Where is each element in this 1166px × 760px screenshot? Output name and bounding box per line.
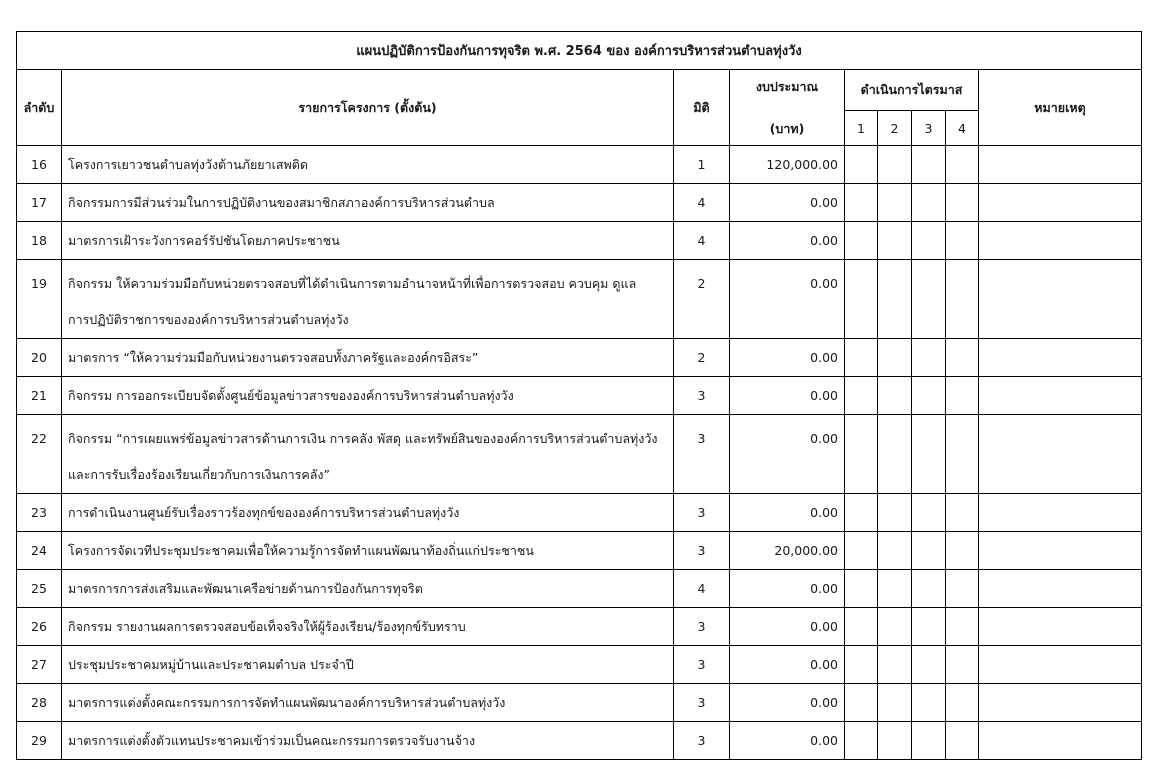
table-row — [17, 494, 1142, 532]
row-quarter-1-cell — [845, 377, 878, 415]
row-quarter-2-cell — [878, 415, 912, 494]
table-row — [17, 184, 1142, 222]
row-budget: 0.00 — [730, 222, 845, 260]
row-quarter-4-cell — [946, 684, 979, 722]
row-budget: 0.00 — [730, 570, 845, 608]
row-quarter-3-cell — [912, 608, 946, 646]
row-quarter-2-cell — [878, 570, 912, 608]
row-remark-cell — [979, 146, 1142, 184]
row-quarter-3-cell — [912, 532, 946, 570]
row-project-name-line: มาตรการแต่งตั้งตัวแทนประชาคมเข้าร่วมเป็นคณะกรรมการตรวจรับงานจ้าง — [68, 732, 476, 748]
row-quarter-4-cell — [946, 570, 979, 608]
row-project-name — [62, 260, 674, 339]
row-quarter-1-cell — [845, 146, 878, 184]
row-dimension: 4 — [674, 570, 730, 608]
row-project-name — [62, 415, 674, 494]
header-project: รายการโครงการ (ตั้งต้น) — [62, 70, 674, 146]
row-project-name — [62, 494, 674, 532]
row-quarter-2-cell — [878, 646, 912, 684]
row-quarter-2-cell — [878, 532, 912, 570]
row-project-name-line: มาตรการแต่งตั้งคณะกรรมการการจัดทำแผนพัฒนาองค์การบริหารส่วนตำบลทุ่งวัง — [68, 694, 506, 710]
row-project-name-line: โครงการจัดเวทีประชุมประชาคมเพื่อให้ความรู้การจัดทำแผนพัฒนาท้องถิ่นแก่ประชาชน — [68, 542, 534, 558]
row-project-name-line: การปฏิบัติราชการขององค์การบริหารส่วนตำบลทุ่งวัง — [68, 312, 349, 327]
row-budget: 20,000.00 — [730, 532, 845, 570]
row-order: 21 — [17, 377, 62, 415]
row-dimension: 3 — [674, 608, 730, 646]
row-project-name-line: กิจกรรม “การเผยแพร่ข้อมูลข่าวสารด้านการเงิน การคลัง พัสดุ และทรัพย์สินขององค์การบริหารส่วนตำบลทุ่งวัง — [68, 431, 658, 446]
row-project-name-line: มาตรการ “ให้ความร่วมมือกับหน่วยงานตรวจสอบทั้งภาครัฐและองค์กรอิสระ” — [68, 349, 479, 365]
row-quarter-1-cell — [845, 684, 878, 722]
row-quarter-3-cell — [912, 570, 946, 608]
row-dimension: 4 — [674, 222, 730, 260]
table-row — [17, 377, 1142, 415]
row-order: 23 — [17, 494, 62, 532]
header-quarter-2: 2 — [878, 111, 912, 146]
row-quarter-4-cell — [946, 646, 979, 684]
row-budget: 0.00 — [730, 722, 845, 760]
row-budget: 0.00 — [730, 646, 845, 684]
row-budget: 0.00 — [730, 260, 845, 339]
row-order: 19 — [17, 260, 62, 339]
row-quarter-1-cell — [845, 222, 878, 260]
row-quarter-4-cell — [946, 415, 979, 494]
row-quarter-1-cell — [845, 570, 878, 608]
row-project-name — [62, 722, 674, 760]
row-dimension: 3 — [674, 494, 730, 532]
row-order: 27 — [17, 646, 62, 684]
row-quarter-3-cell — [912, 646, 946, 684]
header-quarter-3: 3 — [912, 111, 946, 146]
row-quarter-2-cell — [878, 339, 912, 377]
row-project-name-line: ประชุมประชาคมหมู่บ้านและประชาคมตำบล ประจำปี — [68, 656, 354, 672]
table-row — [17, 570, 1142, 608]
anti-corruption-plan-table — [16, 31, 1142, 760]
row-quarter-1-cell — [845, 415, 878, 494]
table-row — [17, 608, 1142, 646]
header-remark: หมายเหตุ — [979, 70, 1142, 146]
row-quarter-2-cell — [878, 684, 912, 722]
row-quarter-3-cell — [912, 339, 946, 377]
row-quarter-3-cell — [912, 415, 946, 494]
row-remark-cell — [979, 570, 1142, 608]
row-order: 26 — [17, 608, 62, 646]
row-remark-cell — [979, 377, 1142, 415]
row-budget: 0.00 — [730, 415, 845, 494]
row-quarter-1-cell — [845, 184, 878, 222]
row-remark-cell — [979, 260, 1142, 339]
row-quarter-2-cell — [878, 146, 912, 184]
header-budget-line1: งบประมาณ — [755, 78, 819, 94]
row-quarter-2-cell — [878, 494, 912, 532]
header-budget-line2: (บาท) — [769, 120, 805, 136]
row-remark-cell — [979, 684, 1142, 722]
row-quarter-3-cell — [912, 146, 946, 184]
row-remark-cell — [979, 532, 1142, 570]
row-project-name-line: และการรับเรื่องร้องเรียนเกี่ยวกับการเงินการคลัง” — [68, 467, 330, 482]
header-quarter-4: 4 — [946, 111, 979, 146]
table-row — [17, 532, 1142, 570]
row-project-name-line: กิจกรรมการมีส่วนร่วมในการปฏิบัติงานของสมาชิกสภาองค์การบริหารส่วนตำบล — [68, 194, 495, 210]
row-budget: 0.00 — [730, 184, 845, 222]
header-order: ลำดับ — [17, 70, 62, 146]
row-project-name — [62, 222, 674, 260]
row-quarter-1-cell — [845, 260, 878, 339]
row-project-name-line: กิจกรรม การออกระเบียบจัดตั้งศูนย์ข้อมูลข่าวสารขององค์การบริหารส่วนตำบลทุ่งวัง — [68, 387, 514, 403]
row-project-name — [62, 146, 674, 184]
row-remark-cell — [979, 722, 1142, 760]
row-quarter-4-cell — [946, 494, 979, 532]
row-project-name-line: กิจกรรม ให้ความร่วมมือกับหน่วยตรวจสอบที่ได้ดำเนินการตามอำนาจหน้าที่เพื่อการตรวจสอบ ควบคุม ดูแล — [68, 276, 637, 291]
row-remark-cell — [979, 494, 1142, 532]
row-budget: 0.00 — [730, 684, 845, 722]
table-row — [17, 722, 1142, 760]
row-quarter-3-cell — [912, 684, 946, 722]
row-project-name — [62, 184, 674, 222]
row-quarter-1-cell — [845, 608, 878, 646]
row-order: 28 — [17, 684, 62, 722]
row-order: 17 — [17, 184, 62, 222]
row-project-name-line: มาตรการเฝ้าระวังการคอร์รัปชันโดยภาคประชาชน — [68, 232, 340, 248]
row-quarter-3-cell — [912, 222, 946, 260]
row-quarter-2-cell — [878, 377, 912, 415]
row-quarter-4-cell — [946, 608, 979, 646]
row-order: 22 — [17, 415, 62, 494]
header-quarter-group: ดำเนินการไตรมาส — [845, 70, 979, 111]
row-quarter-2-cell — [878, 260, 912, 339]
row-budget: 0.00 — [730, 339, 845, 377]
row-remark-cell — [979, 415, 1142, 494]
row-quarter-2-cell — [878, 222, 912, 260]
row-order: 18 — [17, 222, 62, 260]
table-row — [17, 146, 1142, 184]
header-quarter-1: 1 — [845, 111, 878, 146]
row-quarter-3-cell — [912, 184, 946, 222]
row-budget: 0.00 — [730, 608, 845, 646]
row-order: 20 — [17, 339, 62, 377]
row-quarter-1-cell — [845, 722, 878, 760]
table-row — [17, 222, 1142, 260]
row-dimension: 3 — [674, 415, 730, 494]
row-project-name-line: โครงการเยาวชนตำบลทุ่งวังต้านภัยยาเสพติด — [68, 156, 309, 172]
row-dimension: 3 — [674, 377, 730, 415]
row-budget: 120,000.00 — [730, 146, 845, 184]
row-quarter-3-cell — [912, 260, 946, 339]
table-row — [17, 260, 1142, 339]
row-dimension: 3 — [674, 532, 730, 570]
row-dimension: 2 — [674, 339, 730, 377]
row-project-name-line: การดำเนินงานศูนย์รับเรื่องราวร้องทุกข์ขององค์การบริหารส่วนตำบลทุ่งวัง — [68, 504, 460, 520]
row-quarter-4-cell — [946, 146, 979, 184]
row-project-name — [62, 646, 674, 684]
row-quarter-4-cell — [946, 222, 979, 260]
row-project-name — [62, 570, 674, 608]
row-remark-cell — [979, 608, 1142, 646]
row-project-name — [62, 339, 674, 377]
row-remark-cell — [979, 339, 1142, 377]
row-quarter-2-cell — [878, 608, 912, 646]
row-project-name — [62, 608, 674, 646]
row-quarter-2-cell — [878, 184, 912, 222]
row-remark-cell — [979, 646, 1142, 684]
row-dimension: 3 — [674, 684, 730, 722]
row-order: 24 — [17, 532, 62, 570]
row-quarter-4-cell — [946, 532, 979, 570]
row-budget: 0.00 — [730, 494, 845, 532]
row-dimension: 1 — [674, 146, 730, 184]
row-project-name-line: มาตรการการส่งเสริมและพัฒนาเครือข่ายด้านการป้องกันการทุจริต — [68, 580, 423, 596]
row-dimension: 3 — [674, 722, 730, 760]
row-project-name — [62, 532, 674, 570]
row-quarter-4-cell — [946, 260, 979, 339]
row-quarter-3-cell — [912, 377, 946, 415]
row-quarter-2-cell — [878, 722, 912, 760]
row-quarter-4-cell — [946, 722, 979, 760]
row-quarter-3-cell — [912, 494, 946, 532]
row-quarter-1-cell — [845, 646, 878, 684]
table-title: แผนปฏิบัติการป้องกันการทุจริต พ.ศ. 2564 ของ องค์การบริหารส่วนตำบลทุ่งวัง — [17, 32, 1142, 70]
row-project-name — [62, 377, 674, 415]
row-quarter-4-cell — [946, 339, 979, 377]
row-quarter-4-cell — [946, 184, 979, 222]
row-dimension: 2 — [674, 260, 730, 339]
row-remark-cell — [979, 184, 1142, 222]
row-quarter-4-cell — [946, 377, 979, 415]
header-budget — [730, 70, 845, 146]
row-project-name — [62, 684, 674, 722]
row-quarter-1-cell — [845, 494, 878, 532]
row-remark-cell — [979, 222, 1142, 260]
table-row — [17, 646, 1142, 684]
row-order: 16 — [17, 146, 62, 184]
row-dimension: 4 — [674, 184, 730, 222]
row-order: 25 — [17, 570, 62, 608]
row-quarter-1-cell — [845, 339, 878, 377]
row-quarter-1-cell — [845, 532, 878, 570]
table-row — [17, 415, 1142, 494]
row-order: 29 — [17, 722, 62, 760]
table-row — [17, 684, 1142, 722]
row-quarter-3-cell — [912, 722, 946, 760]
row-project-name-line: กิจกรรม รายงานผลการตรวจสอบข้อเท็จจริงให้ผู้ร้องเรียน/ร้องทุกข์รับทราบ — [68, 618, 466, 634]
table-row — [17, 339, 1142, 377]
row-dimension: 3 — [674, 646, 730, 684]
row-budget: 0.00 — [730, 377, 845, 415]
header-dimension: มิติ — [674, 70, 730, 146]
